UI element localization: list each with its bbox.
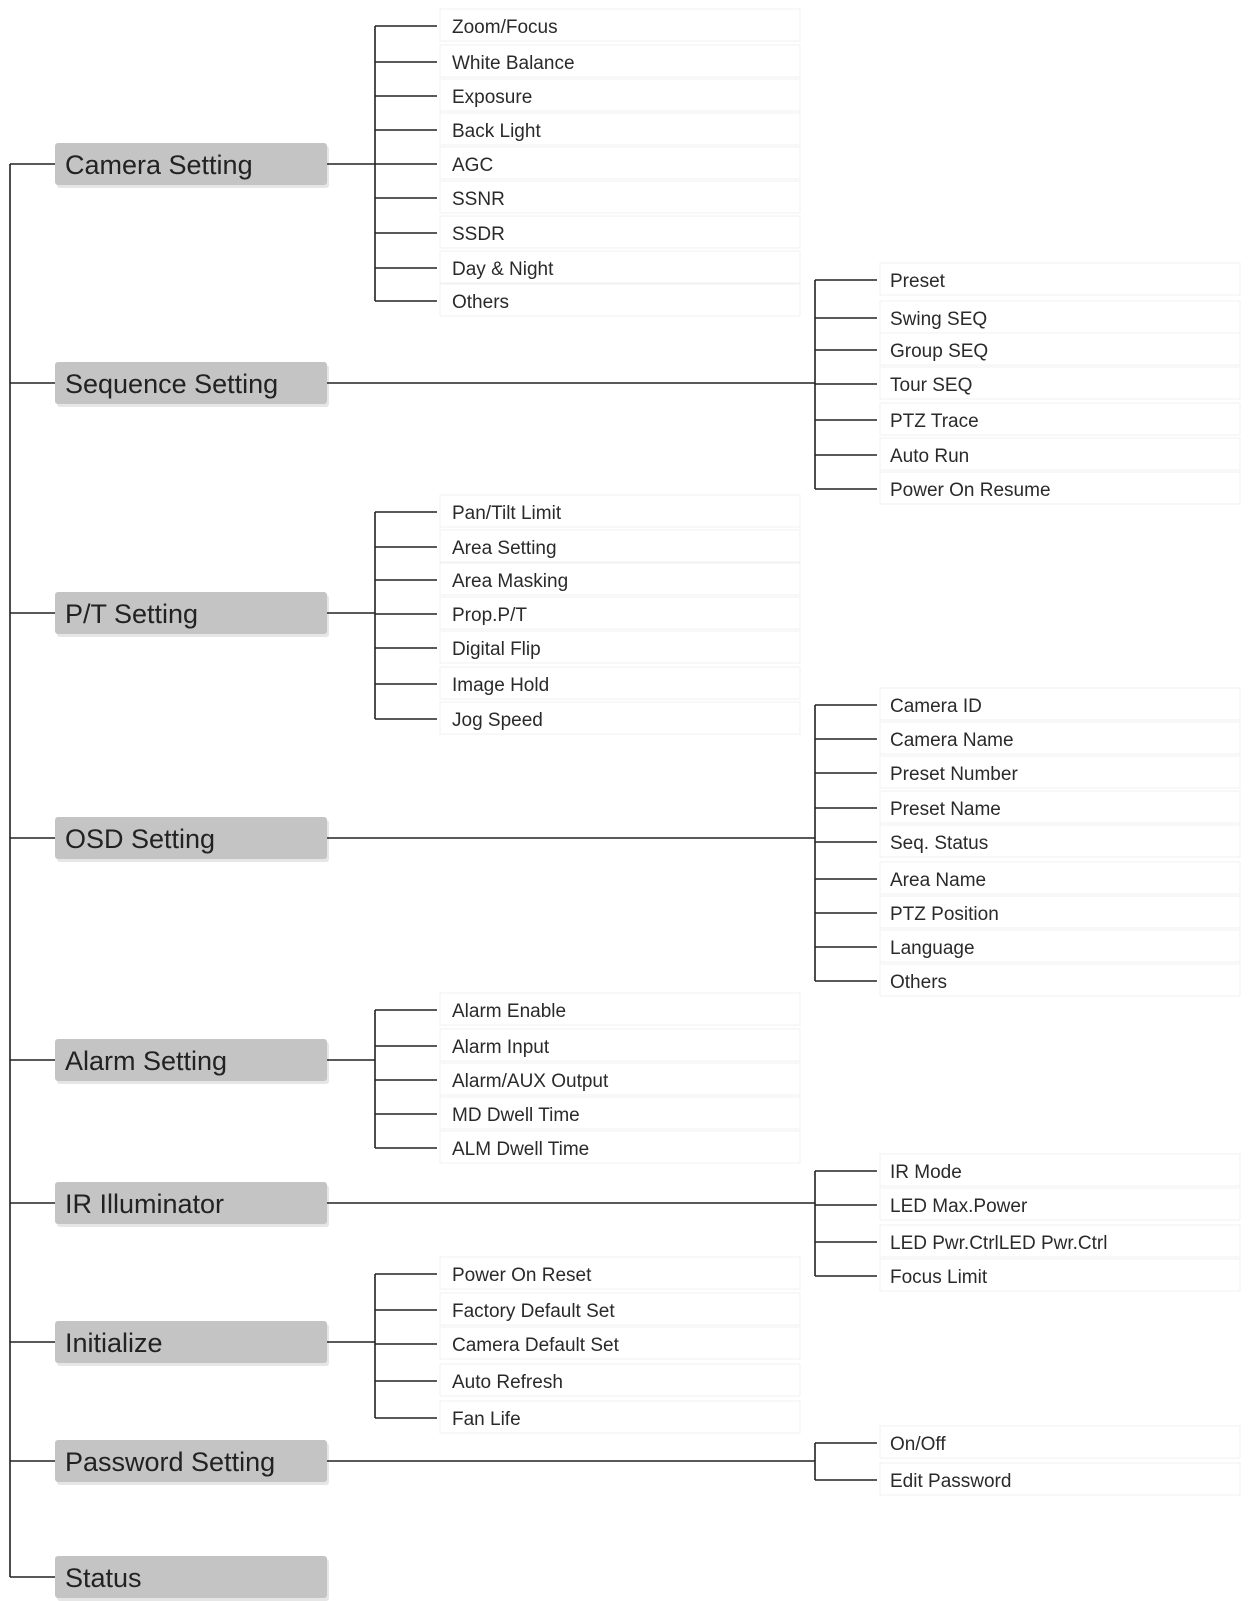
submenu-item: Auto Refresh (452, 1372, 563, 1393)
submenu-item: Focus Limit (890, 1267, 988, 1288)
submenu-item: Area Setting (452, 538, 557, 559)
menu-group (10, 1154, 1240, 1291)
menu-group (10, 1257, 800, 1433)
submenu-item: SSDR (452, 224, 505, 245)
menu-group (10, 1556, 329, 1601)
menu-group (10, 263, 1240, 504)
submenu-item: Tour SEQ (890, 375, 973, 396)
menu-group (10, 1426, 1240, 1495)
menu-box-label: Camera Setting (65, 150, 253, 180)
submenu-item: Auto Run (890, 446, 970, 467)
submenu-item: Preset (890, 271, 945, 292)
menu-group (10, 993, 800, 1163)
submenu-item: On/Off (890, 1434, 946, 1455)
submenu-item: Others (890, 972, 948, 993)
submenu-item: AGC (452, 155, 494, 176)
submenu-item-bg (440, 147, 800, 179)
submenu-item: Alarm Input (452, 1037, 550, 1058)
submenu-item: Exposure (452, 87, 533, 108)
submenu-item: Fan Life (452, 1409, 521, 1430)
submenu-item: Power On Reset (452, 1265, 592, 1286)
submenu-item: PTZ Position (890, 904, 999, 925)
submenu-item: Day & Night (452, 259, 554, 280)
submenu-item: LED Max.Power (890, 1196, 1028, 1217)
submenu-item: Camera Name (890, 730, 1014, 751)
menu-box-label: P/T Setting (65, 599, 199, 629)
submenu-item: Alarm/AUX Output (452, 1071, 609, 1092)
menu-box-label: IR Illuminator (65, 1189, 225, 1219)
submenu-item: Group SEQ (890, 341, 989, 362)
submenu-item: Others (452, 292, 510, 313)
submenu-item: MD Dwell Time (452, 1105, 580, 1126)
submenu-item: Power On Resume (890, 480, 1051, 501)
submenu-item: Image Hold (452, 675, 550, 696)
submenu-item: White Balance (452, 53, 575, 74)
submenu-item: Area Name (890, 870, 987, 891)
submenu-item: Preset Number (890, 764, 1018, 785)
submenu-item: Zoom/Focus (452, 17, 558, 38)
menu-box-label: Password Setting (65, 1447, 276, 1477)
menu-group (10, 495, 800, 734)
submenu-item: Edit Password (890, 1471, 1012, 1492)
menu-box-label: Alarm Setting (65, 1046, 228, 1076)
submenu-item: ALM Dwell Time (452, 1139, 590, 1160)
submenu-item: Area Masking (452, 571, 569, 592)
submenu-item: Camera Default Set (452, 1335, 619, 1356)
menu-box-label: OSD Setting (65, 824, 216, 854)
submenu-item: PTZ Trace (890, 411, 979, 432)
submenu-item: Jog Speed (452, 710, 543, 731)
submenu-item: Back Light (452, 121, 541, 142)
submenu-item: Camera ID (890, 696, 982, 717)
submenu-item: Pan/Tilt Limit (452, 503, 562, 524)
submenu-item: Language (890, 938, 975, 959)
submenu-item: LED Pwr.CtrlLED Pwr.Ctrl (890, 1233, 1108, 1254)
submenu-item: Factory Default Set (452, 1301, 615, 1322)
submenu-item: Alarm Enable (452, 1001, 567, 1022)
menu-group (10, 9, 800, 316)
menu-box-label: Status (65, 1563, 142, 1593)
submenu-item: Prop.P/T (452, 605, 527, 626)
submenu-item: Preset Name (890, 799, 1001, 820)
submenu-item: IR Mode (890, 1162, 962, 1183)
submenu-item: Digital Flip (452, 639, 541, 660)
menu-box-label: Sequence Setting (65, 369, 279, 399)
menu-box-label: Initialize (65, 1328, 163, 1358)
submenu-item: Seq. Status (890, 833, 989, 854)
submenu-item: Swing SEQ (890, 309, 988, 330)
submenu-item: SSNR (452, 189, 505, 210)
